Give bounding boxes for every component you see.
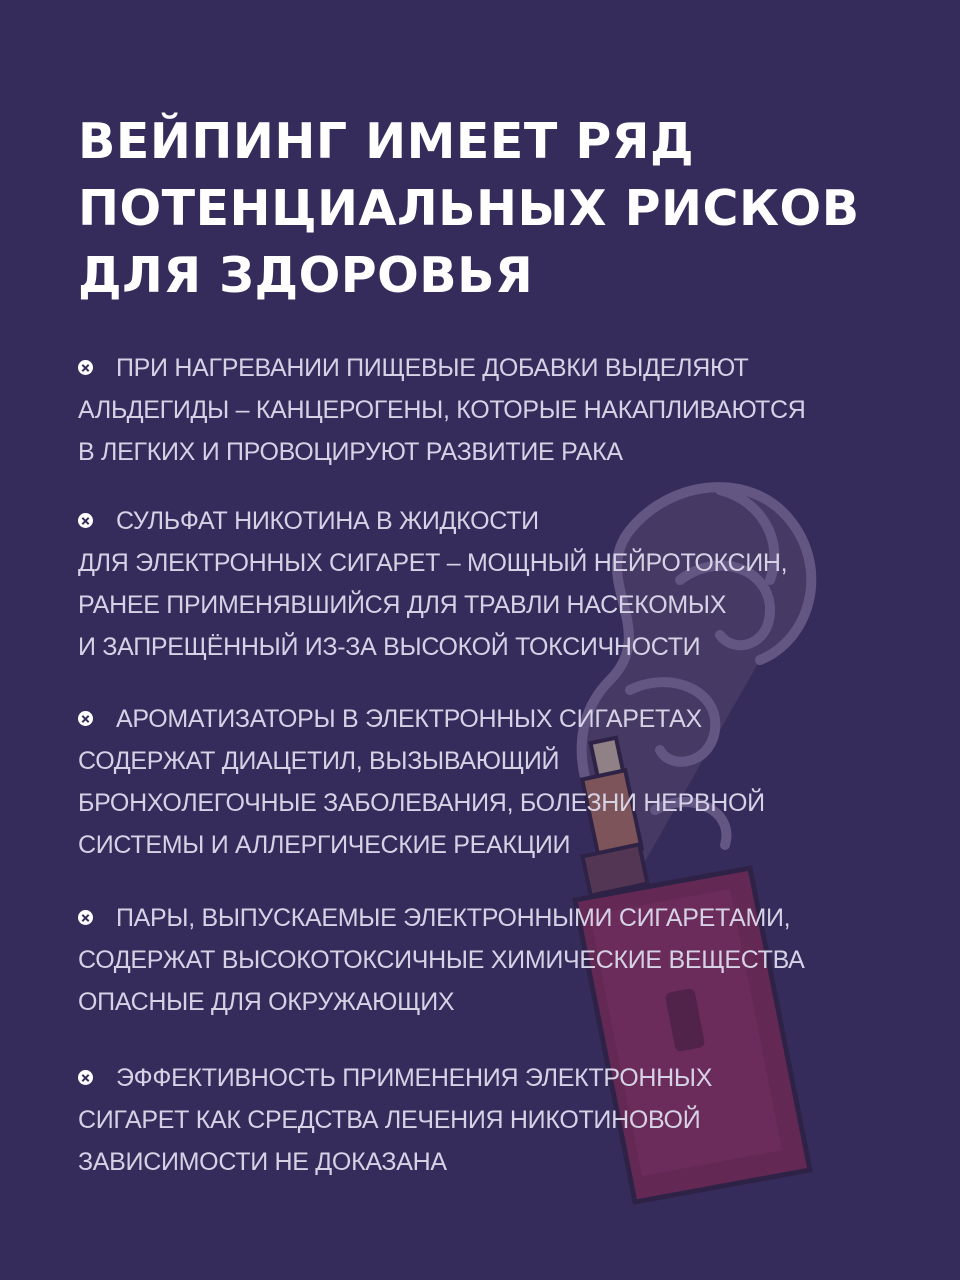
risk-text: ПАРЫ, ВЫПУСКАЕМЫЕ ЭЛЕКТРОННЫМИ СИГАРЕТАМИ, xyxy=(116,904,791,932)
risk-line-first xyxy=(78,698,858,740)
list-item xyxy=(78,1057,858,1183)
risk-line: РАНЕЕ ПРИМЕНЯВШИЙСЯ ДЛЯ ТРАВЛИ НАСЕКОМЫХ xyxy=(78,591,727,619)
list-item xyxy=(78,698,858,866)
risk-line: ОПАСНЫЕ ДЛЯ ОКРУЖАЮЩИХ xyxy=(78,988,455,1016)
risk-line: И ЗАПРЕЩЁННЫЙ ИЗ-ЗА ВЫСОКОЙ ТОКСИЧНОСТИ xyxy=(78,633,701,661)
risk-text: ПРИ НАГРЕВАНИИ ПИЩЕВЫЕ ДОБАВКИ ВЫДЕЛЯЮТ xyxy=(116,354,749,382)
risk-line: В ЛЕГКИХ И ПРОВОЦИРУЮТ РАЗВИТИЕ РАКА xyxy=(78,438,623,466)
close-circle-icon xyxy=(78,711,93,726)
title-line: ДЛЯ ЗДОРОВЬЯ xyxy=(78,247,534,304)
close-circle-icon xyxy=(78,910,93,925)
risk-line: СОДЕРЖАТ ДИАЦЕТИЛ, ВЫЗЫВАЮЩИЙ xyxy=(78,747,560,775)
risk-line-first xyxy=(78,1057,858,1099)
close-circle-icon xyxy=(78,360,93,375)
risk-line: СОДЕРЖАТ ВЫСОКОТОКСИЧНЫЕ ХИМИЧЕСКИЕ ВЕЩЕСТВА xyxy=(78,946,805,974)
risk-line: СИСТЕМЫ И АЛЛЕРГИЧЕСКИЕ РЕАКЦИИ xyxy=(78,831,571,859)
close-circle-icon xyxy=(78,513,93,528)
risk-text: ЭФФЕКТИВНОСТЬ ПРИМЕНЕНИЯ ЭЛЕКТРОННЫХ xyxy=(116,1064,713,1092)
risk-line: ДЛЯ ЭЛЕКТРОННЫХ СИГАРЕТ – МОЩНЫЙ НЕЙРОТОКСИН, xyxy=(78,549,788,577)
list-item xyxy=(78,347,858,473)
risk-line: ЗАВИСИМОСТИ НЕ ДОКАЗАНА xyxy=(78,1148,447,1176)
risk-line: СИГАРЕТ КАК СРЕДСТВА ЛЕЧЕНИЯ НИКОТИНОВОЙ xyxy=(78,1106,701,1134)
risk-text: АРОМАТИЗАТОРЫ В ЭЛЕКТРОННЫХ СИГАРЕТАХ xyxy=(116,705,702,733)
risk-text: СУЛЬФАТ НИКОТИНА В ЖИДКОСТИ xyxy=(116,507,539,535)
risk-line: АЛЬДЕГИДЫ – КАНЦЕРОГЕНЫ, КОТОРЫЕ НАКАПЛИВАЮТСЯ xyxy=(78,396,806,424)
title-line: ВЕЙПИНГ ИМЕЕТ РЯД xyxy=(78,113,695,170)
list-item xyxy=(78,500,858,668)
risk-line-first xyxy=(78,500,858,542)
title-line: ПОТЕНЦИАЛЬНЫХ РИСКОВ xyxy=(78,180,860,237)
risk-line-first xyxy=(78,347,858,389)
risk-line: БРОНХОЛЕГОЧНЫЕ ЗАБОЛЕВАНИЯ, БОЛЕЗНИ НЕРВНОЙ xyxy=(78,789,765,817)
list-item xyxy=(78,897,858,1023)
risk-line-first xyxy=(78,897,858,939)
close-circle-icon xyxy=(78,1070,93,1085)
